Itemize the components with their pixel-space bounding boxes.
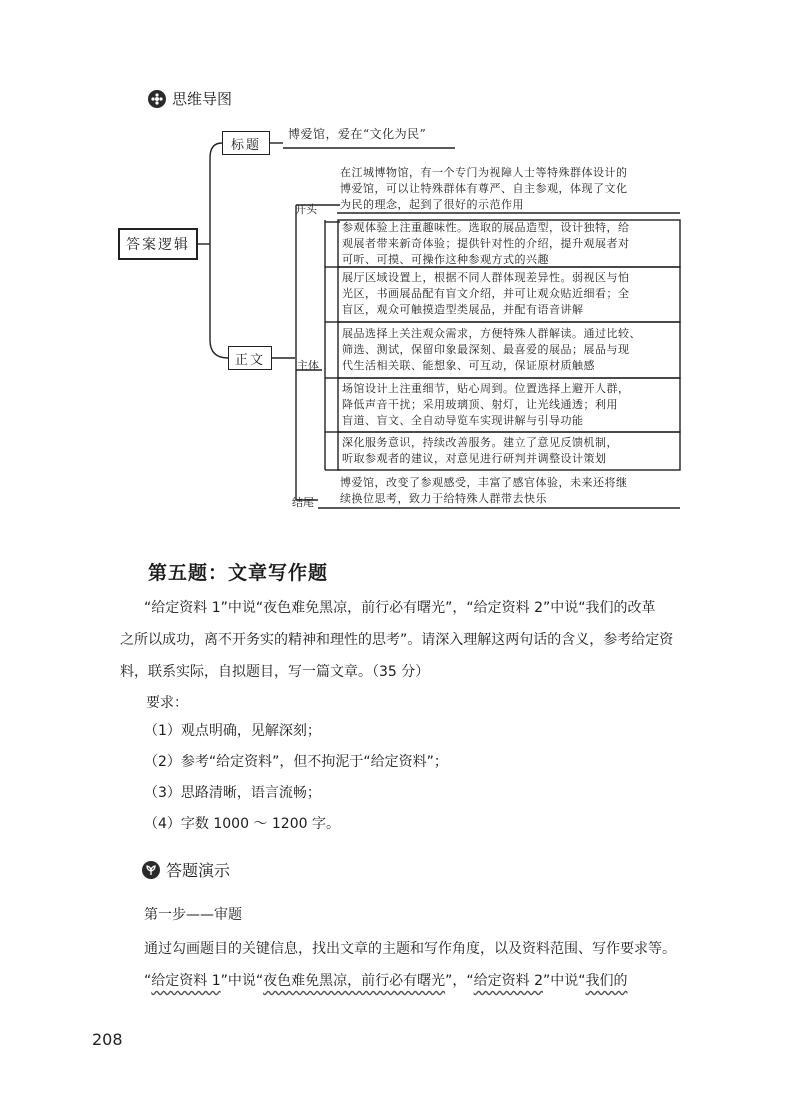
label-end: 结尾	[292, 496, 314, 509]
main-item-1	[342, 220, 630, 268]
requirement-3: （3）思路清晰，语言流畅；	[144, 785, 321, 801]
demo-line-2	[144, 970, 628, 990]
main-item-line: 场馆设计上注重细节，贴心周到。位置选择上避开人群，	[342, 382, 630, 395]
open-line: 在江城博物馆，有一个专门为视障人士等特殊群体设计的	[340, 166, 628, 179]
main-item-line: 听取参观者的建议，对意见进行研判并调整设计策划	[342, 452, 607, 465]
demo-heading	[142, 858, 230, 881]
main-item-line: 参观体验上注重趣味性。选取的展品造型，设计独特，给	[342, 221, 630, 234]
main-item-line: 盲区，观众可触摸造型类展品，并配有语音讲解	[342, 303, 584, 316]
open-line: 为民的理念，起到了很好的示范作用	[340, 198, 524, 211]
highlight-quote-1: 夜色难免黑凉，前行必有曙光	[263, 973, 446, 989]
main-item-line: 深化服务意识，持续改善服务。建立了意见反馈机制，	[342, 436, 618, 449]
label-open: 开头	[295, 203, 317, 216]
main-item-line: 盲道、盲文、全自动导览车实现讲解与引导功能	[342, 414, 584, 427]
para-line: 之所以成功，离不开务实的精神和理性的思考”。请深入理解这两句话的含义，参考给定资	[120, 632, 674, 648]
demo-line-1: 通过勾画题目的关键信息，找出文章的主题和写作角度，以及资料范围、写作要求等。	[144, 941, 676, 957]
text-fragment: ”中说“	[220, 973, 264, 989]
body-box: 正文	[228, 346, 272, 370]
main-item-line: 观展者带来新奇体验；提供针对性的介绍，提升观展者对	[342, 237, 630, 250]
para-line: 料，联系实际，自拟题目，写一篇文章。（35 分）	[120, 664, 430, 680]
para-line: “给定资料 1”中说“夜色难免黑凉，前行必有曙光”，“给定资料 2”中说“我们的改革	[144, 600, 656, 616]
quote-mark: “	[144, 973, 152, 989]
highlight-source-2: 给定资料 2	[473, 973, 544, 989]
title-box: 标题	[222, 131, 270, 155]
requirements-label: 要求：	[146, 695, 188, 711]
text-fragment: ”中说“	[543, 973, 586, 989]
title-text: 博爱馆，爱在“文化为民”	[288, 127, 427, 141]
open-line: 博爱馆，可以让特殊群体有尊严、自主参观，体现了文化	[340, 182, 628, 195]
main-item-line: 筛选、测试，保留印象最深刻、最喜爱的展品；展品与现	[342, 343, 630, 356]
label-main: 主体	[297, 359, 319, 372]
text-fragment: ”，“	[445, 973, 474, 989]
end-text	[340, 475, 628, 507]
main-item-line: 光区，书画展品配有盲文介绍，并可让观众贴近细看；全	[342, 287, 630, 300]
step-title: 第一步——审题	[144, 907, 242, 923]
main-item-line: 可听、可摸、可操作这种参观方式的兴趣	[342, 253, 549, 266]
end-line: 续换位思考，致力于给特殊人群带去快乐	[340, 492, 547, 505]
requirement-1: （1）观点明确，见解深刻；	[144, 723, 321, 739]
main-item-line: 展品选择上关注观众需求，方便特殊人群解读。通过比较、	[342, 327, 641, 340]
root-box: 答案逻辑	[118, 228, 198, 260]
main-item-2	[342, 270, 630, 318]
main-item-3	[342, 326, 641, 374]
mindmap-heading-text: 思维导图	[172, 90, 233, 108]
main-item-4	[342, 381, 630, 429]
demo-heading-text: 答题演示	[166, 861, 231, 880]
main-item-line: 展厅区域设置上，根据不同人群体现差异性。弱视区与怕	[342, 271, 630, 284]
main-item-line: 降低声音干扰；采用玻璃顶、射灯，让光线通透；利用	[342, 398, 618, 411]
open-text	[340, 165, 628, 213]
highlight-quote-2: 我们的	[585, 973, 628, 989]
main-item-5	[342, 435, 618, 467]
section-title: 第五题：文章写作题	[148, 562, 329, 584]
highlight-source-1: 给定资料 1	[151, 973, 221, 989]
requirement-4: （4）字数 1000 ～ 1200 字。	[144, 816, 340, 832]
leaf-icon	[142, 861, 160, 879]
end-line: 博爱馆，改变了参观感受，丰富了感官体验，未来还将继	[340, 476, 628, 489]
question-paragraph	[120, 592, 720, 688]
page-number: 208	[92, 1030, 123, 1049]
main-item-line: 代生活相关联、能想象、可互动，保证原材质触感	[342, 359, 595, 372]
requirement-2: （2）参考“给定资料”，但不拘泥于“给定资料”；	[144, 754, 448, 770]
